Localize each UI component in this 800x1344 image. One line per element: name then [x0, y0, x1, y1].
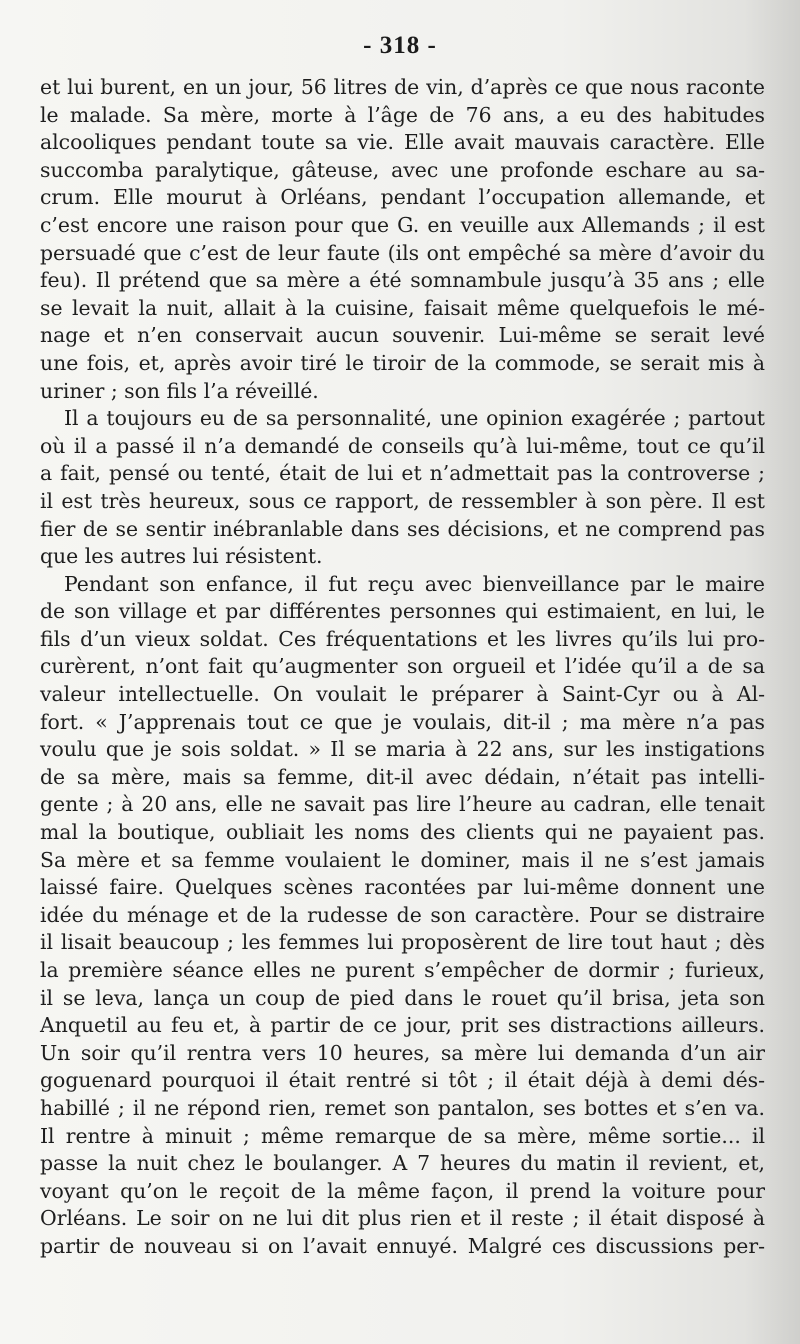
text-line: c’est encore une raison pour que G. en veuille aux Allemands ; il est [40, 212, 765, 237]
text-line: partir de nouveau si on l’avait ennuyé. Malgré ces discussions per- [40, 1233, 765, 1258]
page-number: - 318 - [363, 32, 437, 59]
text-line: il est très heureux, sous ce rapport, de ressembler à son père. Il est [40, 488, 765, 513]
text-line: voulu que je sois soldat. » Il se maria à 22 ans, sur les instigations [40, 737, 765, 762]
text-line: et lui burent, en un jour, 56 litres de vin, d’après ce que nous raconte [40, 75, 765, 99]
text-line: Pendant son enfance, il fut reçu avec bienveillance par le maire [64, 571, 765, 596]
text-line: fort. « J’apprenais tout ce que je voulais, dit-il ; ma mère n’a pas [40, 709, 765, 734]
text-line: de sa mère, mais sa femme, dit-il avec dédain, n’était pas intelli- [40, 764, 765, 789]
text-line: que les autres lui résistent. [40, 544, 323, 569]
text-line: nage et n’en conservait aucun souvenir. Lui-même se serait levé [40, 323, 765, 348]
text-line: la première séance elles ne purent s’empêcher de dormir ; furieux, [40, 958, 765, 982]
page-text [40, 74, 765, 1261]
text-line: gente ; à 20 ans, elle ne savait pas lire l’heure au cadran, elle tenait [40, 792, 765, 817]
text-line: fils d’un vieux soldat. Ces fréquentations et les livres qu’ils lui pro- [40, 626, 765, 651]
text-line: se levait la nuit, allait à la cuisine, faisait même quelquefois le mé- [40, 295, 765, 320]
text-line: Il rentre à minuit ; même remarque de sa mère, même sortie... il [40, 1123, 765, 1148]
text-line: Anquetil au feu et, à partir de ce jour, prit ses distractions ailleurs. [40, 1013, 765, 1038]
text-line: où il a passé il n’a demandé de conseils qu’à lui-même, tout ce qu’il [40, 433, 765, 458]
text-line: Sa mère et sa femme voulaient le dominer, mais il ne s’est jamais [40, 847, 765, 872]
text-line: habillé ; il ne répond rien, remet son pantalon, ses bottes et s’en va. [40, 1095, 765, 1120]
text-line: succomba paralytique, gâteuse, avec une profonde eschare au sa- [40, 157, 765, 182]
text-line: Orléans. Le soir on ne lui dit plus rien et il reste ; il était disposé à [40, 1206, 765, 1231]
text-line: valeur intellectuelle. On voulait le préparer à Saint-Cyr ou à Al- [40, 682, 765, 707]
text-line: de son village et par différentes personnes qui estimaient, en lui, le [40, 599, 765, 624]
text-line: laissé faire. Quelques scènes racontées par lui-même donnent une [40, 875, 765, 900]
text-line: a fait, pensé ou tenté, était de lui et n’admettait pas la controverse ; [40, 461, 765, 486]
text-line: il lisait beaucoup ; les femmes lui proposèrent de lire tout haut ; dès [40, 930, 765, 955]
text-line: Il a toujours eu de sa personnalité, une opinion exagérée ; partout [64, 406, 765, 431]
paragraph [40, 571, 765, 1261]
text-line: le malade. Sa mère, morte à l’âge de 76 ans, a eu des habitudes [40, 102, 765, 127]
text-line: passe la nuit chez le boulanger. A 7 heures du matin il revient, et, [40, 1151, 765, 1176]
text-line: goguenard pourquoi il était rentré si tôt ; il était déjà à demi dés- [40, 1068, 765, 1093]
paragraph [40, 405, 765, 571]
text-line: persuadé que c’est de leur faute (ils ont empêché sa mère d’avoir du [40, 240, 765, 265]
text-line: fier de se sentir inébranlable dans ses décisions, et ne comprend pas [40, 516, 765, 541]
text-line: curèrent, n’ont fait qu’augmenter son orgueil et l’idée qu’il a de sa [40, 654, 765, 679]
text-line: feu). Il prétend que sa mère a été somnambule jusqu’à 35 ans ; elle [40, 268, 765, 293]
text-line: uriner ; son fils l’a réveillé. [40, 378, 319, 403]
text-line: alcooliques pendant toute sa vie. Elle avait mauvais caractère. Elle [40, 130, 765, 155]
text-line: mal la boutique, oubliait les noms des clients qui ne payaient pas. [40, 820, 765, 845]
text-line: crum. Elle mourut à Orléans, pendant l’occupation allemande, et [40, 185, 765, 210]
text-line: une fois, et, après avoir tiré le tiroir de la commode, se serait mis à [40, 350, 765, 375]
text-line: voyant qu’on le reçoit de la même façon, il prend la voiture pour [40, 1178, 765, 1203]
text-line: il se leva, lança un coup de pied dans le rouet qu’il brisa, jeta son [40, 985, 765, 1010]
paragraph [40, 74, 765, 405]
text-line: Un soir qu’il rentra vers 10 heures, sa mère lui demanda d’un air [40, 1040, 765, 1065]
text-line: idée du ménage et de la rudesse de son caractère. Pour se distraire [40, 902, 765, 927]
